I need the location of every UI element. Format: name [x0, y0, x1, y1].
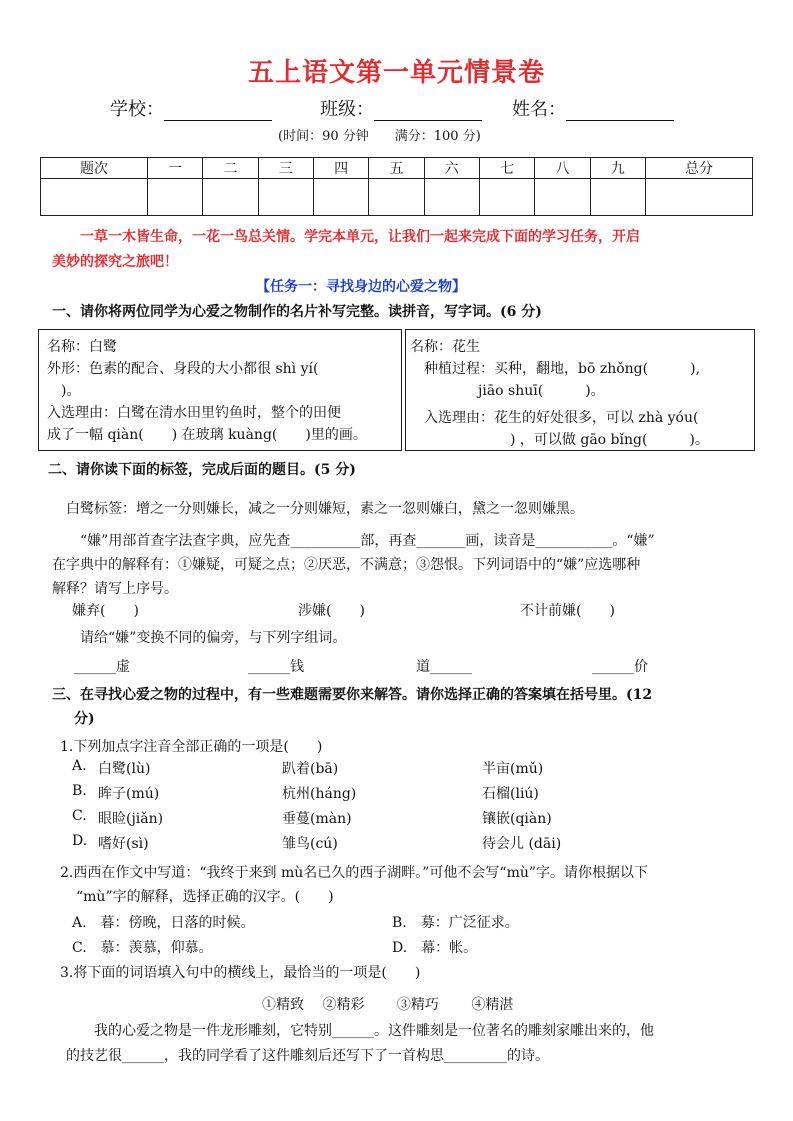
compose-item: ______钱	[248, 659, 304, 675]
card-line: ) ，可以做 gāo bǐng( )。	[496, 432, 709, 448]
word-item: 涉嫌( )	[298, 603, 365, 619]
compose-item: 道______	[416, 659, 472, 675]
score-header-cell: 八	[535, 158, 590, 179]
option-b: B. 募：广泛征求。	[392, 915, 519, 931]
card-line: 外形：色素的配合、身段的大小都很 shì yí(	[47, 361, 319, 377]
card-line: 入选理由：花生的好处很多，可以 zhà yóu(	[424, 410, 699, 426]
score-input-cell[interactable]	[313, 179, 368, 216]
intro-line-1: 一草一木皆生命，一花一鸟总关情。学完本单元，让我们一起来完成下面的学习任务，开启	[80, 229, 640, 245]
score-input-cell[interactable]	[41, 179, 148, 216]
compose-item: ______虚	[74, 659, 130, 675]
option-word: 待会儿 (dāi)	[482, 836, 562, 852]
word-item: 嫌弃( )	[72, 603, 139, 619]
score-header-cell: 六	[424, 158, 479, 179]
q3-heading: 三、在寻找心爱之物的过程中，有一些难题需要你来解答。请你选择正确的答案填在括号里。(12	[52, 687, 653, 703]
word-item: 不计前嫌( )	[520, 603, 615, 619]
card-line: 名称：花生	[410, 339, 480, 355]
score-header-cell: 七	[479, 158, 534, 179]
class-field[interactable]	[320, 95, 482, 121]
card-line: 名称：白鹭	[47, 339, 117, 355]
card-line: 成了一幅 qiàn( ) 在玻璃 kuàng( )里的画。	[47, 427, 367, 443]
page-title: 五上语文第一单元情景卷	[247, 58, 545, 88]
option-word: 眼睑(jiǎn)	[98, 811, 164, 827]
score-input-cell[interactable]	[479, 179, 534, 216]
option-word: 白鹭(lù)	[98, 761, 151, 777]
class-label: 班级：	[320, 99, 374, 120]
q3-s3-text: 的技艺很______，我的同学看了这件雕刻后还写下了一首构思_________的诗。	[66, 1048, 549, 1064]
option-word: 垂蔓(màn)	[282, 811, 352, 827]
option-letter: D.	[72, 833, 88, 849]
egret-label-text: 白鹭标签：增之一分则嫌长，减之一分则嫌短，素之一忽则嫌白，黛之一忽则嫌黑。	[66, 501, 584, 517]
task-one-heading: 【任务一：寻找身边的心爱之物】	[256, 279, 466, 295]
name-card-egret	[38, 329, 402, 451]
school-field[interactable]	[110, 95, 272, 121]
option-letter: C.	[72, 808, 87, 824]
option-word: 杭州(háng)	[282, 786, 357, 802]
option-word: 石榴(liú)	[482, 786, 539, 802]
q1-heading: 一、请你将两位同学为心爱之物制作的名片补写完整。读拼音，写字词。(6 分)	[52, 304, 542, 320]
school-label: 学校：	[110, 99, 164, 120]
score-input-cell[interactable]	[645, 179, 752, 216]
q2-text-line: “嫌”用部首查字法查字典，应先查__________部，再查_______画，读音是___________。“嫌”	[80, 533, 655, 549]
score-input-cell[interactable]	[590, 179, 645, 216]
option-letter: B.	[72, 783, 87, 799]
score-input-cell[interactable]	[369, 179, 424, 216]
option-word: 嗜好(sì)	[98, 836, 149, 852]
score-header-cell: 四	[313, 158, 368, 179]
score-table	[40, 157, 753, 216]
q2-text-line: 解释？请写上序号。	[52, 581, 178, 597]
card-line: 入选理由：白鹭在清水田里钓鱼时，整个的田便	[47, 405, 341, 421]
score-input-cell[interactable]	[203, 179, 258, 216]
score-header-cell: 题次	[41, 158, 148, 179]
q3-s2-stem-cont: “mù”字的解释，选择正确的汉字。( )	[76, 889, 334, 905]
option-d: D. 幕：帐。	[392, 940, 478, 956]
q3-s3-text: 我的心爱之物是一件龙形雕刻，它特别______。这件雕刻是一位著名的雕刻家雕出来的，他	[94, 1023, 654, 1039]
q3-s3-stem: 3.将下面的词语填入句中的横线上，最恰当的一项是( )	[60, 965, 421, 981]
time-score-info: (时间：90 分钟 满分：100 分)	[278, 129, 481, 144]
name-label: 姓名：	[512, 99, 566, 120]
score-header-cell: 九	[590, 158, 645, 179]
q2-instruction: 请给“嫌”变换不同的偏旁，与下列字组词。	[80, 630, 347, 646]
card-line: jiāo shuī( )。	[478, 383, 605, 399]
option-word: 趴着(bā)	[282, 761, 339, 777]
q3-s2-stem: 2.西西在作文中写道：“我终于来到 mù名已久的西子湖畔。”可他不会写“mù”字。请你根据以下	[60, 865, 649, 881]
score-header-cell: 五	[369, 158, 424, 179]
option-word: 眸子(mú)	[98, 786, 160, 802]
option-word: 半亩(mǔ)	[482, 761, 544, 777]
option-word: 雏鸟(cú)	[282, 836, 338, 852]
score-input-cell[interactable]	[535, 179, 590, 216]
card-line: )。	[47, 383, 81, 399]
option-letter: A.	[72, 758, 87, 774]
name-card-peanut	[405, 329, 755, 451]
q3-heading-cont: 分)	[74, 711, 95, 727]
compose-item: ______价	[592, 659, 648, 675]
score-input-cell[interactable]	[147, 179, 202, 216]
name-field[interactable]	[512, 95, 674, 121]
score-header-cell: 二	[203, 158, 258, 179]
score-header-cell: 三	[258, 158, 313, 179]
option-a: A. 暮：傍晚，日落的时候。	[72, 915, 255, 931]
q2-heading: 二、请你读下面的标签，完成后面的题目。(5 分)	[48, 462, 356, 478]
q3-s1-stem: 1.下列加点字注音全部正确的一项是( )	[60, 739, 323, 755]
q2-text-line: 在字典中的解释有：①嫌疑，可疑之点；②厌恶，不满意；③怨恨。下列词语中的“嫌”应选哪种	[52, 557, 641, 573]
option-c: C. 慕：羡慕，仰慕。	[72, 940, 213, 956]
score-header-cell: 总分	[645, 158, 752, 179]
option-word: 镶嵌(qiàn)	[482, 811, 552, 827]
intro-line-2: 美妙的探究之旅吧！	[52, 254, 178, 270]
score-input-cell[interactable]	[424, 179, 479, 216]
card-line: 种植过程：买种，翻地，bō zhǒng( ),	[424, 361, 701, 377]
score-input-cell[interactable]	[258, 179, 313, 216]
score-header-cell: 一	[147, 158, 202, 179]
word-choices: ①精致 ②精彩 ③精巧 ④精湛	[262, 997, 514, 1013]
